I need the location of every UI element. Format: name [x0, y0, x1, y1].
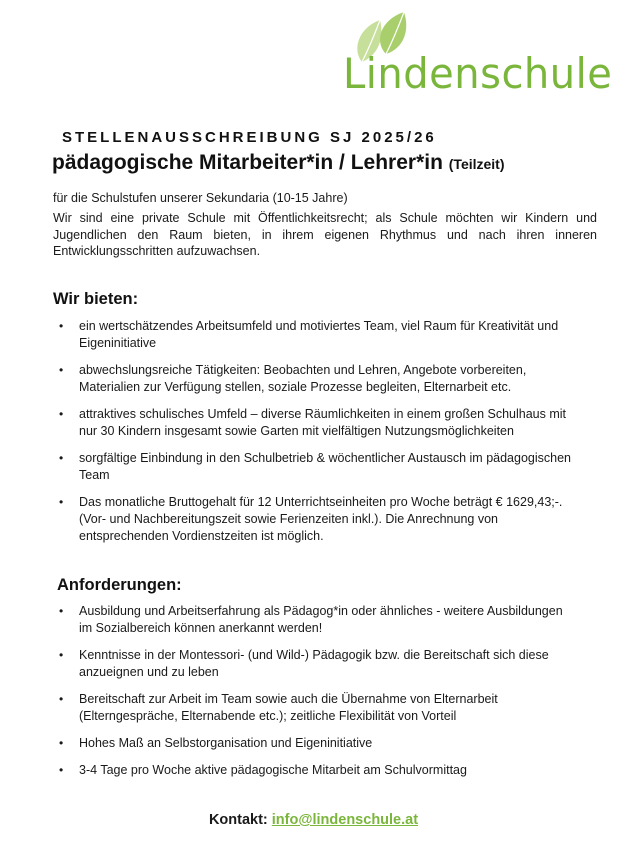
- intro-text: Wir sind eine private Schule mit Öffentlichkeitsrecht; als Schule möchten wir Kindern und Jugendlichen den Raum bieten, in ihrem eigenen Rhythmus und nach ihren inneren Entwicklungsschritten aufzuwachsen.: [53, 211, 597, 258]
- contact-label: Kontakt:: [208, 812, 268, 828]
- list-item: • abwechslungsreiche Tätigkeiten: Beobachten und Lehren, Angebote vorbereiten, Materialien zur Verfügung stellen, soziale Prozesse begleiten, Elternarbeit etc.: [58, 362, 578, 396]
- offer-list: [58, 318, 578, 555]
- requirements-list: [58, 603, 578, 789]
- logo-text: Lindenschule: [343, 50, 613, 99]
- requirements-heading: Anforderungen:: [57, 576, 182, 594]
- contact-line: [0, 812, 627, 828]
- list-item: • Bereitschaft zur Arbeit im Team sowie auch die Übernahme von Elternarbeit (Elterngespräche, Elternabende etc.); zeitliche Flexibilität von Vorteil: [58, 691, 578, 725]
- page-title: [52, 151, 505, 175]
- list-item: • Hohes Maß an Selbstorganisation und Eigeninitiative: [58, 735, 578, 752]
- logo: [340, 10, 613, 100]
- list-item: • ein wertschätzendes Arbeitsumfeld und motiviertes Team, viel Raum für Kreativität und Eigeninitiative: [58, 318, 578, 352]
- title-suffix: (Teilzeit): [448, 156, 505, 172]
- subtitle: für die Schulstufen unserer Sekundaria (10-15 Jahre): [53, 191, 348, 205]
- offer-heading: Wir bieten:: [53, 290, 139, 308]
- list-item: • sorgfältige Einbindung in den Schulbetrieb & wöchentlicher Austausch im pädagogischen Team: [58, 450, 578, 484]
- contact-email-link[interactable]: info@lindenschule.at: [271, 812, 419, 828]
- list-item: • Das monatliche Bruttogehalt für 12 Unterrichtseinheiten pro Woche beträgt € 1629,43;-. (Vor- und Nachbereitungszeit sowie Ferienzeiten inkl.). Die Anrechnung von entsprechenden Vordienstzeiten ist möglich.: [58, 494, 578, 545]
- list-item: • attraktives schulisches Umfeld – diverse Räumlichkeiten in einem großen Schulhaus mit nur 30 Kindern insgesamt sowie Garten mit vielfältigen Nutzungsmöglichkeiten: [58, 406, 578, 440]
- list-item: • 3-4 Tage pro Woche aktive pädagogische Mitarbeit am Schulvormittag: [58, 762, 578, 779]
- eyebrow: STELLENAUSSCHREIBUNG SJ 2025/26: [62, 129, 437, 146]
- list-item: • Ausbildung und Arbeitserfahrung als Pädagog*in oder ähnliches - weitere Ausbildungen im Sozialbereich können anerkannt werden!: [58, 603, 578, 637]
- list-item: • Kenntnisse in der Montessori- (und Wild-) Pädagogik bzw. die Bereitschaft sich diese anzueignen und zu leben: [58, 647, 578, 681]
- title-main: pädagogische Mitarbeiter*in / Lehrer*in: [52, 151, 443, 174]
